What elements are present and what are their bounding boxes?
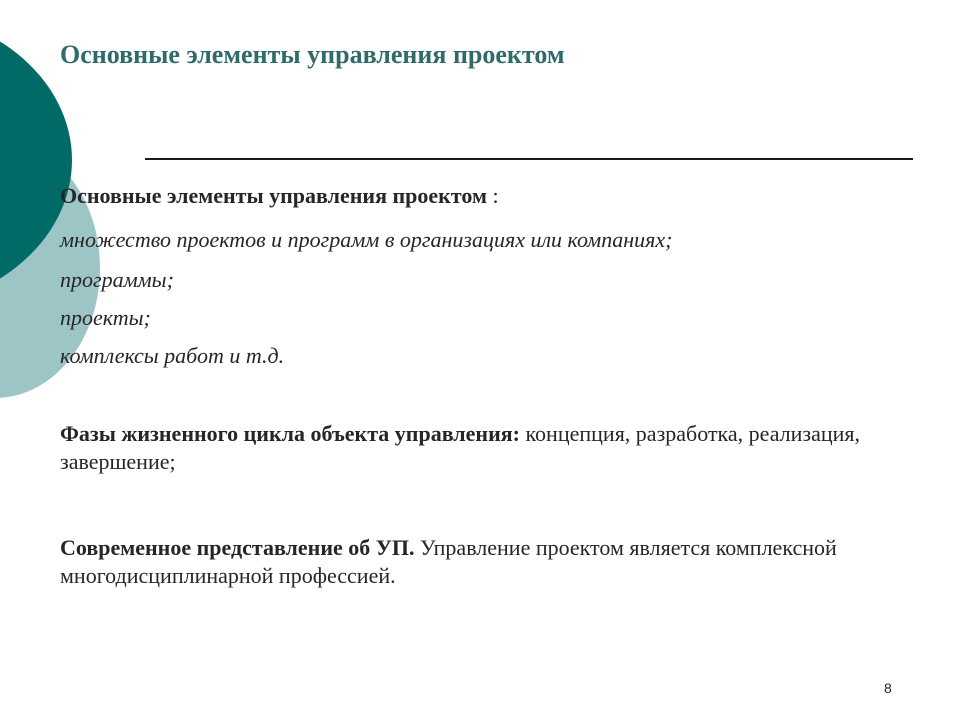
title-divider	[145, 158, 913, 160]
list-item: программы;	[60, 267, 174, 292]
modern-view-paragraph	[60, 534, 920, 590]
modern-view-text: Управление проектом является комплексной многодисциплинарной профессией.	[60, 535, 837, 588]
list-item: комплексы работ и т.д.	[60, 343, 285, 368]
section1-heading	[60, 182, 499, 210]
slide-title: Основные элементы управления проектом	[60, 40, 565, 69]
list-item: проекты;	[60, 305, 151, 330]
page-number: 8	[884, 680, 892, 696]
modern-view-label: Современное представление об УП.	[60, 535, 415, 560]
lifecycle-phases-text: концепция, разработка, реализация, завершение;	[60, 421, 861, 474]
section1-heading-suffix: :	[486, 183, 499, 208]
list-item: множество проектов и программ в организациях или компаниях;	[60, 227, 673, 252]
section1-heading-bold: Основные элементы управления проектом	[60, 183, 487, 208]
lifecycle-phases-paragraph	[60, 420, 900, 476]
lifecycle-phases-label: Фазы жизненного цикла объекта управления:	[60, 421, 520, 446]
